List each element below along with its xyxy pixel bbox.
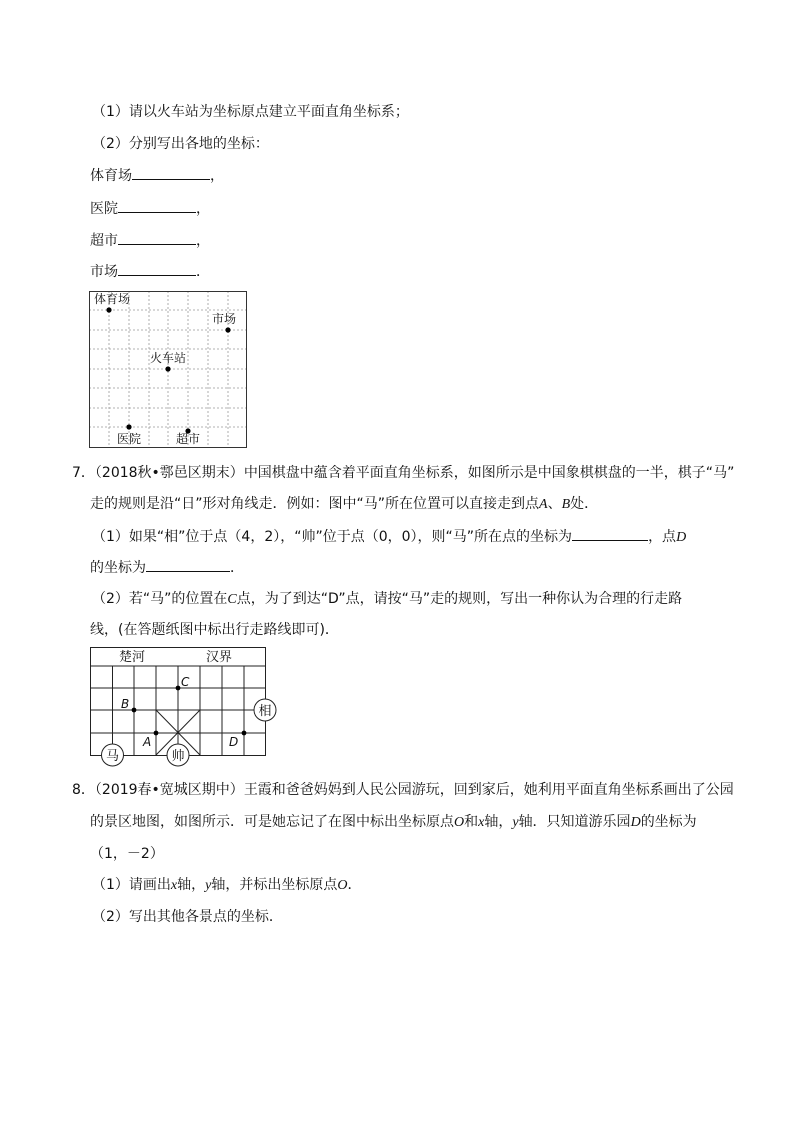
piece-shuai [167, 744, 189, 766]
point-a-label: A [143, 735, 152, 749]
q6-grid-map [89, 291, 249, 449]
point-d-label: D [229, 735, 239, 749]
q7-stem-line2: 走的规则是沿“日”形对角线走．例如：图中“马”所在位置可以直接走到点A、B处． [90, 496, 599, 512]
point-b-label: B [121, 697, 130, 711]
q8-stem-line1: 8．（2019春•宽城区期中）王霞和爸爸妈妈到人民公园游玩，回到家后，她利用平面直角坐标系画出了公园 [72, 782, 734, 798]
station-point [165, 366, 170, 371]
answer-blank[interactable] [118, 199, 196, 213]
fill-label: 体育场 [90, 168, 132, 184]
q6-fill-stadium: 体育场 ， [90, 168, 224, 184]
piece-ma [102, 744, 124, 766]
q8-coord: （1，－2） [90, 846, 164, 862]
point-b [132, 708, 137, 713]
question-number: 7． [72, 465, 95, 481]
hospital-label: 医院 [117, 432, 142, 446]
svg-text:帅: 帅 [171, 749, 185, 764]
q8-part1: （1）请画出x轴，y轴，并标出坐标原点O． [92, 877, 362, 893]
q7-chess-board [88, 647, 288, 769]
fill-label: 市场 [90, 264, 118, 280]
supermarket-label: 超市 [176, 432, 201, 446]
svg-text:马: 马 [105, 749, 120, 764]
q7-part2-cont: 线，(在答题纸图中标出行走路线即可)． [90, 622, 339, 638]
answer-blank[interactable] [118, 262, 196, 276]
point-d [242, 731, 247, 736]
q7-part1-cont: 的坐标为 ． [90, 560, 244, 576]
q6-fill-supermarket: 超市 ， [90, 233, 210, 249]
q6-part1: （1）请以火车站为坐标原点建立平面直角坐标系； [92, 104, 409, 120]
q6-part2: （2）分别写出各地的坐标： [92, 136, 269, 152]
market-point [225, 327, 230, 332]
point-c [176, 686, 181, 691]
answer-blank[interactable] [572, 527, 648, 541]
market-label: 市场 [212, 312, 237, 326]
question-source: （2019春•宽城区期中） [94, 782, 244, 798]
question-source: （2018秋•鄠邑区期末） [94, 465, 244, 481]
q8-stem-line2: 的景区地图，如图所示．可是她忘记了在图中标出坐标原点O和x轴，y轴．只知道游乐园D的坐标为 [90, 814, 697, 830]
answer-blank[interactable] [118, 231, 196, 245]
fill-label: 医院 [90, 201, 118, 217]
river-left-label: 楚河 [119, 650, 146, 665]
river-right-label: 汉界 [206, 650, 233, 665]
svg-text:相: 相 [258, 704, 272, 719]
question-number: 8． [72, 782, 95, 798]
piece-xiang [254, 699, 276, 721]
q7-part2: （2）若“马”的位置在C点，为了到达“D”点，请按“马”走的规则，写出一种你认为合理的行走路 [92, 591, 683, 607]
hospital-point [126, 424, 131, 429]
point-c-label: C [181, 675, 190, 689]
answer-blank[interactable] [146, 558, 230, 572]
q7-part1: （1）如果“相”位于点（4，2），“帅”位于点（0，0），则“马”所在点的坐标为 ，点D [92, 529, 687, 545]
q7-stem-line1: 7．（2018秋•鄠邑区期末）中国棋盘中蕴含着平面直角坐标系，如图所示是中国象棋棋盘的一半，棋子“马” [72, 465, 735, 481]
q6-fill-hospital: 医院 ， [90, 201, 210, 217]
point-a [154, 731, 159, 736]
q6-fill-market: 市场 ． [90, 264, 210, 280]
fill-label: 超市 [90, 233, 118, 249]
q8-part2: （2）写出其他各景点的坐标． [92, 909, 283, 925]
station-label: 火车站 [150, 351, 187, 365]
stadium-point [106, 307, 111, 312]
stadium-label: 体育场 [94, 292, 131, 306]
answer-blank[interactable] [132, 166, 210, 180]
